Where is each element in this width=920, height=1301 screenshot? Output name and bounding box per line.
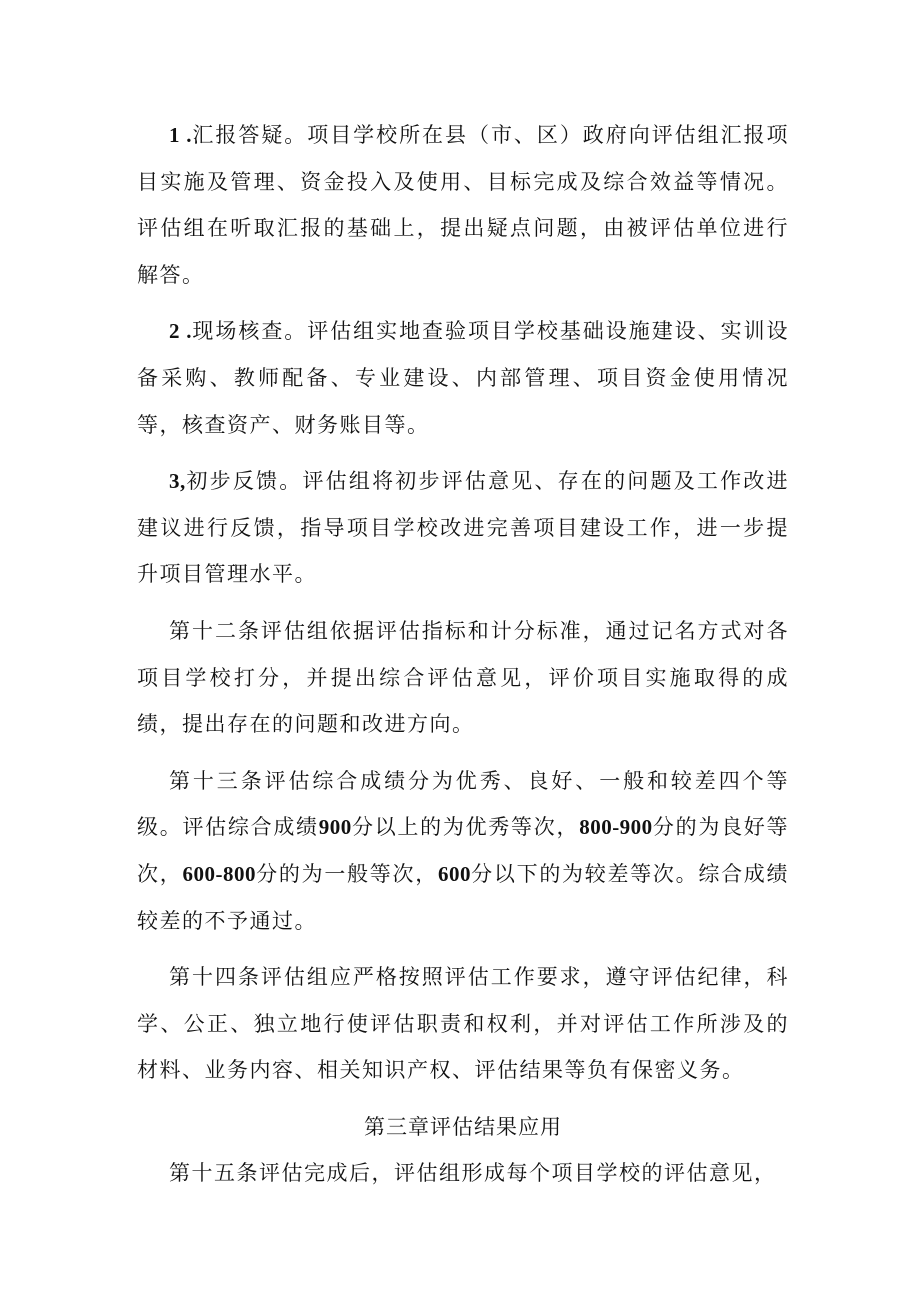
paragraph-text: 分的为一般等次，	[255, 861, 438, 886]
paragraph-text: 分以上的为优秀等次，	[351, 815, 580, 840]
paragraph-text: 现场核查。评估组实地查验项目学校基础设施建设、实训设备采购、教师配备、专业建设、内部管理、项目资金使用情况等，核查资产、财务账目等。	[137, 319, 790, 437]
paragraph-article-14	[137, 954, 789, 1094]
paragraph-article-15	[137, 1150, 789, 1197]
paragraph-report-qa	[137, 112, 789, 298]
paragraph-text: 第十五条评估完成后，评估组形成每个项目学校的评估意见，	[169, 1161, 777, 1186]
score-value: 800-900	[579, 815, 653, 840]
chapter-heading: 第三章评估结果应用	[364, 1114, 562, 1139]
paragraph-article-12	[137, 608, 789, 748]
score-value: 900	[318, 815, 352, 840]
paragraph-site-inspection	[137, 308, 789, 448]
paragraph-text: 分以下的为较差等次。综合成绩较差的不予通过。	[137, 861, 790, 933]
paragraph-text: 第十四条评估组应严格按照评估工作要求，遵守评估纪律，科学、公正、独立地行使评估职责和权利，并对评估工作所涉及的材料、业务内容、相关知识产权、评估结果等负有保密义务。	[137, 965, 789, 1083]
paragraph-text: 分的为良好等次，	[137, 815, 790, 886]
paragraph-article-13	[137, 758, 789, 944]
document-body	[137, 112, 789, 1207]
score-value: 600	[437, 861, 471, 886]
paragraph-initial-feedback	[137, 458, 789, 598]
item-number: 2 .	[169, 319, 192, 344]
score-value: 600-800	[182, 861, 256, 886]
paragraph-text: 初步反馈。评估组将初步评估意见、存在的问题及工作改进建议进行反馈，指导项目学校改进完善项目建设工作，进一步提升项目管理水平。	[137, 469, 789, 587]
item-number: 3,	[169, 469, 186, 494]
paragraph-text: 第十二条评估组依据评估指标和计分标准，通过记名方式对各项目学校打分，并提出综合评估意见，评价项目实施取得的成绩，提出存在的问题和改进方向。	[137, 618, 789, 737]
item-number: 1 .	[169, 123, 192, 147]
paragraph-text: 第十三条评估综合成绩分为优秀、良好、一般和较差四个等级。评估综合成绩	[137, 768, 789, 840]
paragraph-text: 汇报答疑。项目学校所在县（市、区）政府向评估组汇报项目实施及管理、资金投入及使用、目标完成及综合效益等情况。评估组在听取汇报的基础上，提出疑点问题，由被评估单位进行解答。	[137, 123, 790, 287]
